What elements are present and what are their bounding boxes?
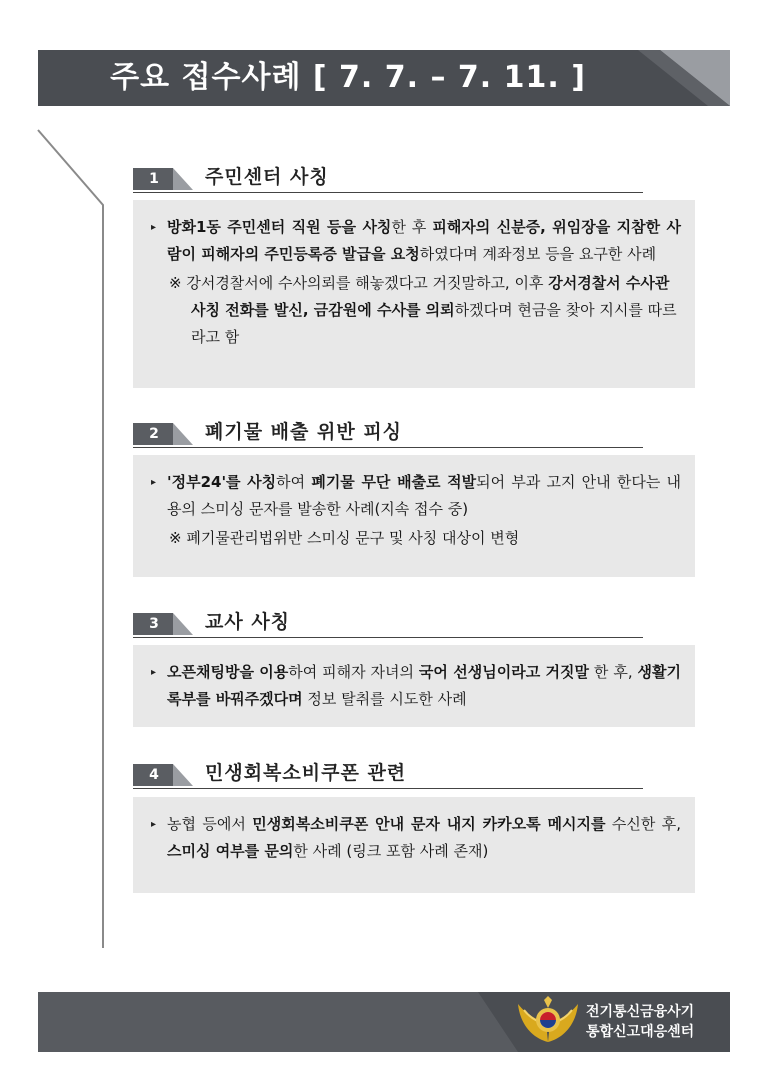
section-header-3 (133, 607, 643, 638)
text-segment: 민생회복소비쿠폰 안내 문자 내지 카카오톡 메시지를 (252, 815, 606, 833)
section-title: 주민센터 사칭 (205, 166, 329, 188)
text-segment: 한 사례 (링크 포함 사례 존재) (293, 842, 489, 860)
section-content-box (133, 455, 695, 577)
triangle-bullet-icon: ▸ (151, 222, 157, 233)
section-number-tab (133, 168, 195, 190)
section-header-1 (133, 162, 643, 193)
section-title: 교사 사칭 (205, 611, 291, 633)
text-segment: 하여 (276, 473, 312, 491)
text-segment: 국어 선생님이라고 거짓말 (418, 663, 590, 681)
section-header-2 (133, 417, 643, 448)
footer-org-name (586, 1002, 694, 1042)
section-content-box (133, 797, 695, 893)
text-segment: 오픈채팅방을 이용 (167, 663, 289, 681)
footer-line-2: 통합신고대응센터 (586, 1024, 695, 1040)
text-segment: 수신한 후, (605, 815, 681, 833)
header-banner (38, 50, 730, 106)
section-number: 3 (149, 616, 159, 632)
police-emblem-icon (516, 994, 580, 1050)
section-number-tab (133, 423, 195, 445)
text-segment: 하여 피해자 자녀의 (288, 663, 419, 681)
section-number-tab (133, 764, 195, 786)
section-number: 4 (149, 767, 159, 783)
text-segment: 정보 탈취를 시도한 사례 (302, 690, 467, 708)
triangle-bullet-icon: ▸ (151, 667, 157, 678)
section-content-box (133, 200, 695, 388)
section-number: 1 (149, 171, 159, 187)
list-item (147, 469, 681, 523)
text-segment: 하겠다며 현금을 찾아 지시를 따르라고 함 (191, 301, 677, 346)
section-header-4 (133, 758, 643, 789)
section-title: 폐기물 배출 위반 피싱 (205, 421, 403, 443)
text-segment: 한 후 (391, 218, 433, 236)
footer-line-1: 전기통신금융사기 (586, 1004, 695, 1020)
list-item (147, 811, 681, 865)
list-item (147, 214, 681, 268)
section-number: 2 (149, 426, 159, 442)
list-item (147, 659, 681, 713)
text-segment: 한 후, (589, 663, 638, 681)
section-title: 민생회복소비쿠폰 관련 (205, 762, 407, 784)
text-segment: 방화1동 주민센터 직원 등을 사칭 (167, 218, 392, 236)
text-segment: 생활기록부를 바꿔주겠다며 (167, 663, 681, 708)
section-content-box (133, 645, 695, 727)
text-segment: 되어 부과 고지 안내 한다는 내용의 스미싱 문자를 발송한 사례(지속 접수 중) (167, 473, 681, 518)
note-item (147, 525, 681, 552)
footer-banner (38, 992, 730, 1052)
section-number-tab (133, 613, 195, 635)
text-segment: 하였다며 계좌정보 등을 요구한 사례 (419, 245, 657, 263)
triangle-bullet-icon: ▸ (151, 819, 157, 830)
text-segment: '정부24'를 사칭 (167, 473, 277, 491)
note-item (147, 270, 681, 351)
text-segment: ※ 폐기물관리법위반 스미싱 문구 및 사칭 대상이 변형 (169, 529, 520, 547)
text-segment: 스미싱 여부를 문의 (167, 842, 294, 860)
text-segment: 폐기물 무단 배출로 적발 (311, 473, 477, 491)
triangle-bullet-icon: ▸ (151, 477, 157, 488)
text-segment: 농협 등에서 (167, 815, 253, 833)
text-segment: 피해자의 신분증, 위임장을 지참한 사람이 피해자의 주민등록증 발급을 요청 (167, 218, 681, 263)
text-segment: 강서경찰서 수사관 사칭 전화를 발신, 금감원에 수사를 의뢰 (191, 274, 670, 319)
page-title: 주요 접수사례 [ 7. 7. – 7. 11. ] (110, 60, 586, 95)
text-segment: ※ 강서경찰서에 수사의뢰를 해놓겠다고 거짓말하고, 이후 (169, 274, 549, 292)
